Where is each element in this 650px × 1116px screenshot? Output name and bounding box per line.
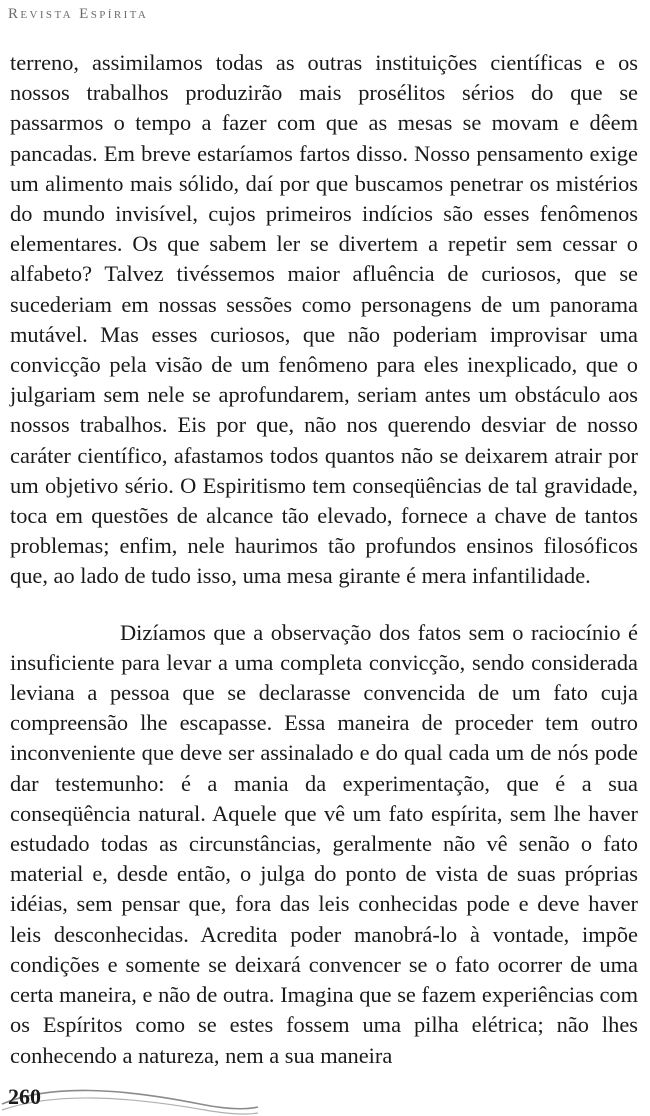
page-body xyxy=(10,48,638,1071)
page-number: 260 xyxy=(8,1084,41,1109)
paragraph-1: terreno, assimilamos todas as outras instituições científicas e os nossos trabalhos produzirão mais prosélitos sérios do que se passarmos o tempo a fazer com que as mesas se movam e dêem pancadas. Em breve estaríamos fartos disso. Nosso pensamento exige um alimento mais sólido, daí por que buscamos penetrar os mistérios do mundo invisível, cujos primeiros indícios são esses fenômenos elementares. Os que sabem ler se divertem a repetir sem cessar o alfabeto? Talvez tivéssemos maior afluência de curiosos, que se sucederiam em nossas sessões como personagens de um panorama mutável. Mas esses curiosos, que não poderiam improvisar uma convicção pela visão de um fenômeno para eles inexplicado, que o julgariam sem nele se aprofundarem, seriam antes um obstáculo aos nossos trabalhos. Eis por que, não nos querendo desviar de nosso caráter científico, afastamos todos quantos não se deixarem atrair por um objetivo sério. O Espiritismo tem conseqüências de tal gravidade, toca em questões de alcance tão elevado, fornece a chave de tantos problemas; enfim, nele haurimos tão profundos ensinos filosóficos que, ao lado de tudo isso, uma mesa girante é mera infantilidade. xyxy=(10,50,638,589)
running-header-title: Revista Espírita xyxy=(8,6,149,22)
paragraph-2: Dizíamos que a observação dos fatos sem o raciocínio é insuficiente para levar a uma completa convicção, sendo considerada leviana a pessoa que se declarasse convencida de um fato cuja compreensão lhe escapasse. Essa maneira de proceder tem outro inconveniente que deve ser assinalado e do qual cada um de nós pode dar testemunho: é a mania da experimentação, que é a sua conseqüência natural. Aquele que vê um fato espírita, sem lhe haver estudado todas as circunstâncias, geralmente não vê senão o fato material e, desde então, o julga do ponto de vista de suas próprias idéias, sem pensar que, fora das leis conhecidas pode e deve haver leis desconhecidas. Acredita poder manobrá-lo à vontade, impõe condições e somente se deixará convencer se o fato ocorrer de uma certa maneira, e não de outra. Imagina que se fazem experiências com os Espíritos como se estes fossem uma pilha elétrica; não lhes conhecendo a natureza, nem a sua maneira xyxy=(10,619,638,1068)
